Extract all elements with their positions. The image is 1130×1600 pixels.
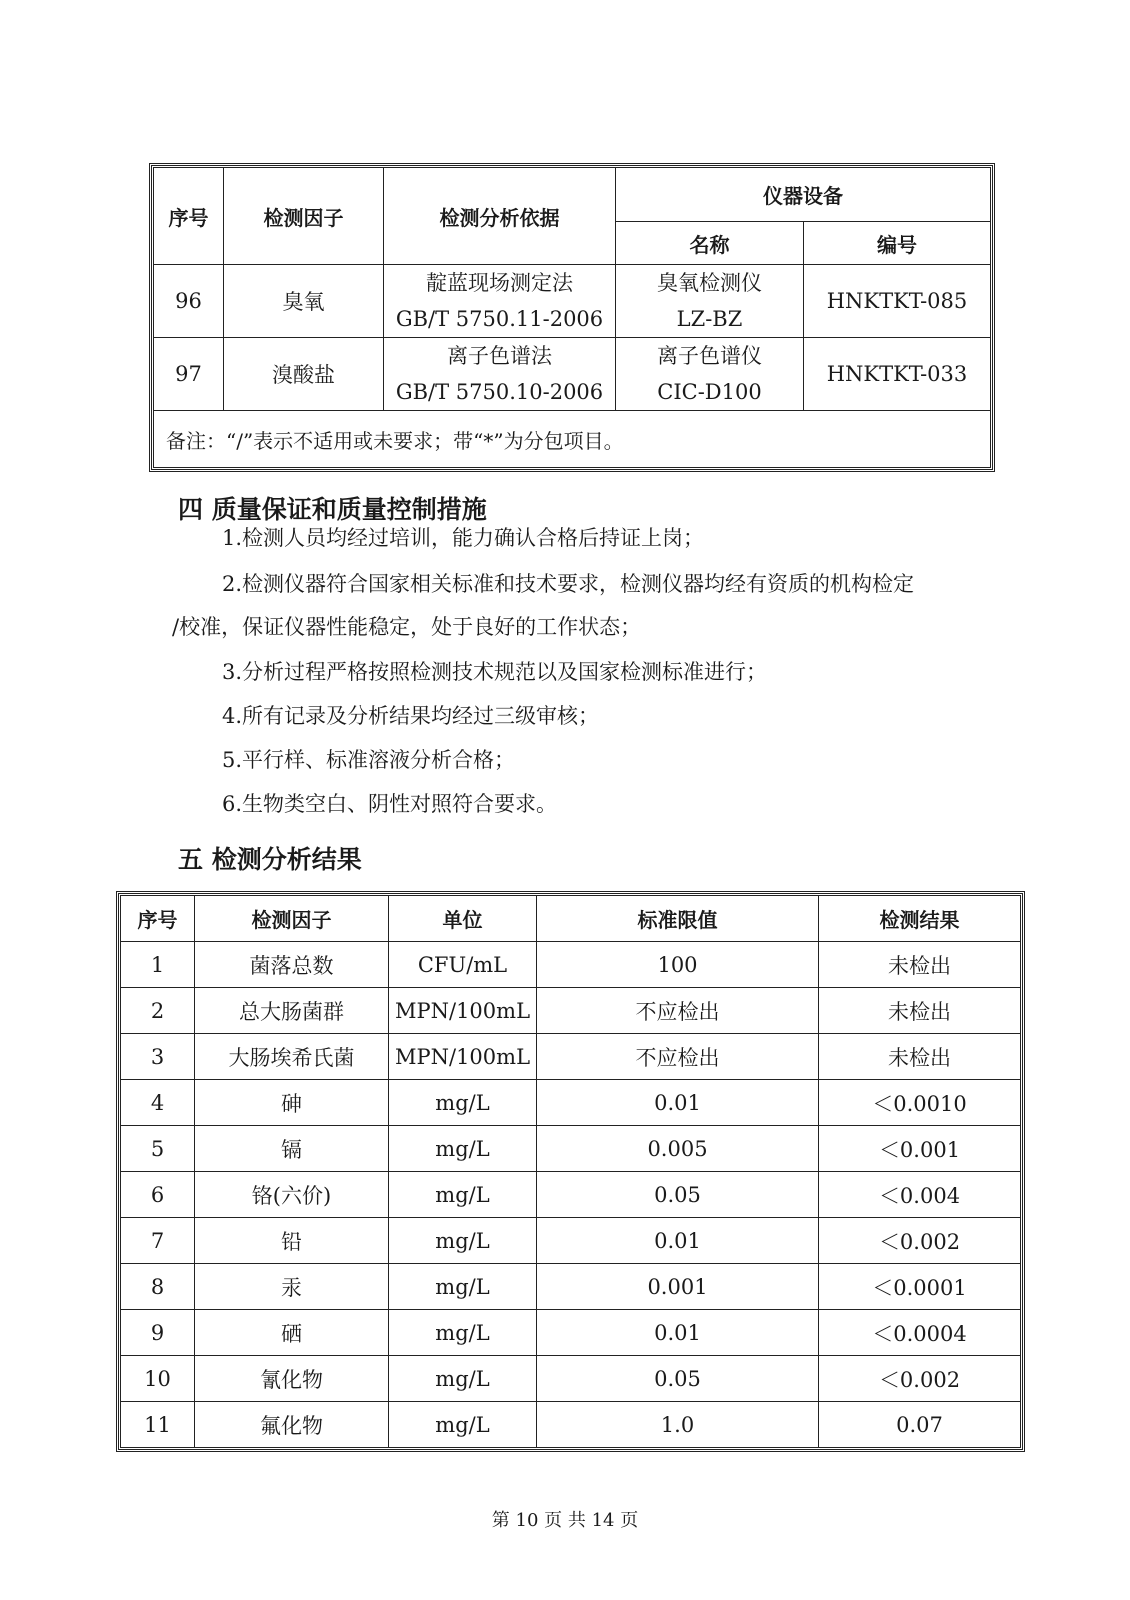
basis-standard: GB/T 5750.10-2006: [395, 380, 604, 404]
cell-seq: 11: [121, 1402, 195, 1448]
cell-limit: 不应检出: [537, 1034, 819, 1080]
cell-result: ＜0.0001: [819, 1264, 1021, 1310]
cell-result: 未检出: [819, 988, 1021, 1034]
cell-seq: 97: [154, 338, 224, 411]
cell-basis: [384, 338, 616, 411]
cell-unit: mg/L: [389, 1264, 537, 1310]
cell-factor: 氟化物: [195, 1402, 389, 1448]
cell-result: 未检出: [819, 1034, 1021, 1080]
cell-seq: 4: [121, 1080, 195, 1126]
cell-seq: 6: [121, 1172, 195, 1218]
cell-unit: mg/L: [389, 1356, 537, 1402]
qa-item-3: 3.分析过程严格按照检测技术规范以及国家检测标准进行；: [222, 660, 768, 684]
cell-factor: 汞: [195, 1264, 389, 1310]
cell-seq: 1: [121, 942, 195, 988]
cell-factor: 菌落总数: [195, 942, 389, 988]
cell-result: ＜0.0010: [819, 1080, 1021, 1126]
table-row: [121, 1218, 1021, 1264]
table-row: [154, 265, 991, 338]
cell-seq: 2: [121, 988, 195, 1034]
qa-item-4: 4.所有记录及分析结果均经过三级审核；: [222, 704, 600, 728]
table-row: [121, 1080, 1021, 1126]
cell-limit: 0.005: [537, 1126, 819, 1172]
qa-item-5: 5.平行样、标准溶液分析合格；: [222, 748, 516, 772]
cell-unit: mg/L: [389, 1218, 537, 1264]
table-row: [121, 1172, 1021, 1218]
cell-unit: mg/L: [389, 1310, 537, 1356]
cell-limit: 0.001: [537, 1264, 819, 1310]
cell-unit: CFU/mL: [389, 942, 537, 988]
section4-title: 四 质量保证和质量控制措施: [178, 495, 487, 524]
cell-seq: 8: [121, 1264, 195, 1310]
table-row: [121, 1034, 1021, 1080]
cell-result: ＜0.002: [819, 1218, 1021, 1264]
cell-basis: [384, 265, 616, 338]
header-factor: 检测因子: [224, 168, 384, 265]
cell-factor: 大肠埃希氏菌: [195, 1034, 389, 1080]
results-table: [120, 895, 1021, 1448]
cell-factor: 氰化物: [195, 1356, 389, 1402]
cell-factor: 铅: [195, 1218, 389, 1264]
cell-limit: 0.01: [537, 1310, 819, 1356]
table-row: [121, 1126, 1021, 1172]
cell-limit: 0.05: [537, 1172, 819, 1218]
cell-factor: 总大肠菌群: [195, 988, 389, 1034]
cell-result: 未检出: [819, 942, 1021, 988]
instrument-model: CIC-D100: [657, 380, 762, 404]
cell-unit: mg/L: [389, 1126, 537, 1172]
basis-standard: GB/T 5750.11-2006: [395, 307, 604, 331]
table-note: 备注：“/”表示不适用或未要求；带“*”为分包项目。: [154, 411, 991, 468]
cell-seq: 10: [121, 1356, 195, 1402]
cell-limit: 100: [537, 942, 819, 988]
instrument-model: LZ-BZ: [676, 307, 743, 331]
page-footer: 第 10 页 共 14 页: [491, 1510, 639, 1531]
cell-unit: MPN/100mL: [389, 988, 537, 1034]
instrument-name: 臭氧检测仪: [657, 271, 762, 295]
header-factor: 检测因子: [195, 896, 389, 942]
cell-factor: 铬(六价): [195, 1172, 389, 1218]
qa-item-2: 2.检测仪器符合国家相关标准和技术要求，检测仪器均经有资质的机构检定: [222, 572, 915, 596]
basis-method: 离子色谱法: [447, 344, 552, 368]
cell-limit: 0.01: [537, 1218, 819, 1264]
cell-seq: 5: [121, 1126, 195, 1172]
cell-result: ＜0.002: [819, 1356, 1021, 1402]
cell-result: ＜0.004: [819, 1172, 1021, 1218]
header-basis: 检测分析依据: [384, 168, 616, 265]
cell-seq: 7: [121, 1218, 195, 1264]
cell-code: HNKTKT-085: [804, 265, 991, 338]
cell-factor: 砷: [195, 1080, 389, 1126]
table-row: [121, 1402, 1021, 1448]
table-row: [154, 338, 991, 411]
cell-factor: 硒: [195, 1310, 389, 1356]
header-code: 编号: [804, 222, 991, 265]
header-seq: 序号: [121, 896, 195, 942]
cell-unit: MPN/100mL: [389, 1034, 537, 1080]
table-row: [121, 988, 1021, 1034]
cell-result: 0.07: [819, 1402, 1021, 1448]
section5-title: 五 检测分析结果: [178, 845, 362, 874]
cell-limit: 1.0: [537, 1402, 819, 1448]
qa-item-1: 1.检测人员均经过培训，能力确认合格后持证上岗；: [222, 526, 705, 550]
equipment-table: [153, 167, 991, 468]
cell-factor: 镉: [195, 1126, 389, 1172]
table-row: [121, 942, 1021, 988]
header-unit: 单位: [389, 896, 537, 942]
table-row: [121, 1310, 1021, 1356]
header-seq: 序号: [154, 168, 224, 265]
cell-result: ＜0.001: [819, 1126, 1021, 1172]
cell-limit: 0.01: [537, 1080, 819, 1126]
qa-item-2-cont: /校准，保证仪器性能稳定，处于良好的工作状态；: [172, 615, 642, 639]
cell-unit: mg/L: [389, 1172, 537, 1218]
header-name: 名称: [616, 222, 804, 265]
table-row: [121, 1264, 1021, 1310]
header-limit: 标准限值: [537, 896, 819, 942]
instrument-name: 离子色谱仪: [657, 344, 762, 368]
basis-method: 靛蓝现场测定法: [426, 271, 573, 295]
cell-factor: 溴酸盐: [224, 338, 384, 411]
cell-unit: mg/L: [389, 1080, 537, 1126]
cell-limit: 0.05: [537, 1356, 819, 1402]
cell-name: [616, 265, 804, 338]
cell-name: [616, 338, 804, 411]
cell-unit: mg/L: [389, 1402, 537, 1448]
cell-limit: 不应检出: [537, 988, 819, 1034]
header-result: 检测结果: [819, 896, 1021, 942]
cell-seq: 3: [121, 1034, 195, 1080]
header-instrument: 仪器设备: [616, 168, 991, 222]
table-row: [121, 1356, 1021, 1402]
qa-item-6: 6.生物类空白、阴性对照符合要求。: [222, 792, 558, 816]
cell-factor: 臭氧: [224, 265, 384, 338]
cell-result: ＜0.0004: [819, 1310, 1021, 1356]
cell-seq: 9: [121, 1310, 195, 1356]
cell-code: HNKTKT-033: [804, 338, 991, 411]
cell-seq: 96: [154, 265, 224, 338]
